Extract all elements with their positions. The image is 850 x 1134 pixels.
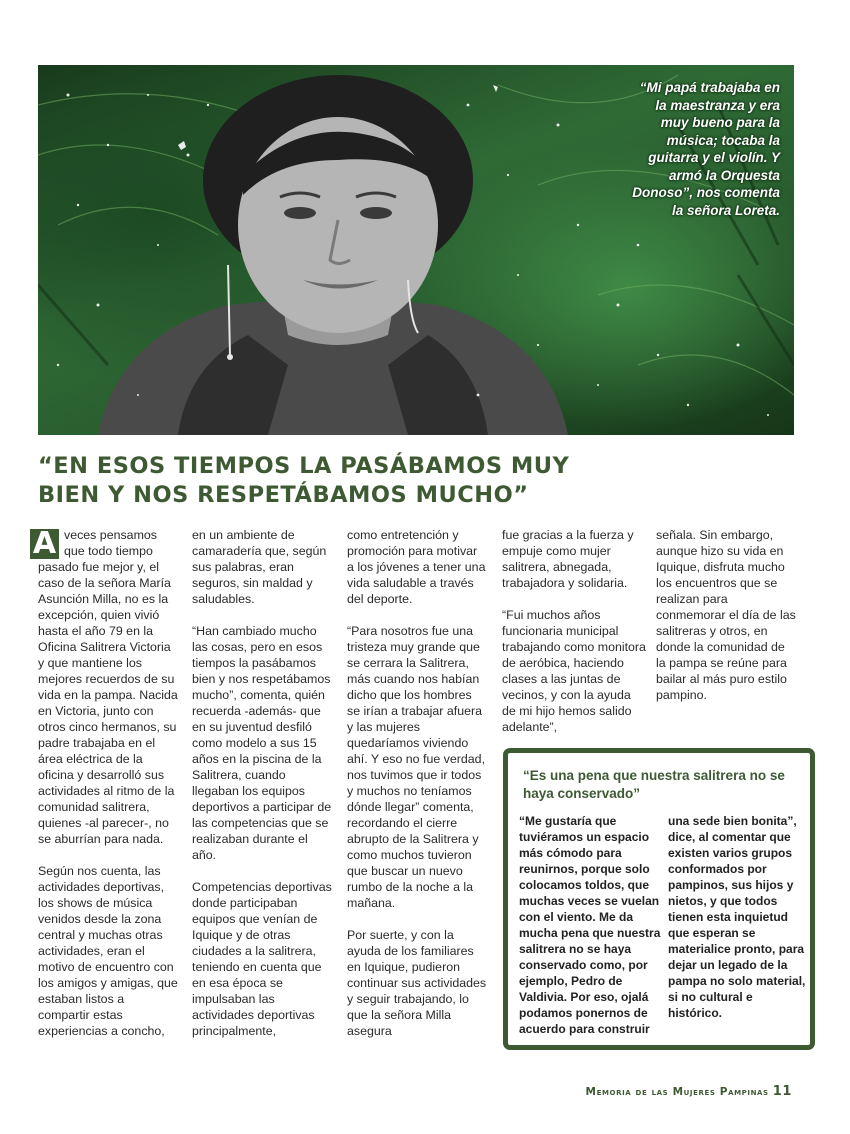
sidebar-box-text-1: “Me gustaría que tuviéramos un espacio más cómodo para reunirnos, porque solo colocamos toldos, que muchas veces se vuelan con el viento. Me da mucha pena que nuestra salitrera no se haya conservado como, por ejemplo, Pedro de Valdivia. Por eso, ojalá podamos ponernos de acuerdo para construir: [519, 814, 661, 1036]
article-paragraph: señala. Sin embargo, aunque hizo su vida en Iquique, disfruta mucho los encuentros que se realizan para conmemorar el día de las salitreras y otros, en donde la comunidad de la pampa se reúne para bailar al más puro estilo pampino.: [656, 528, 796, 702]
publication-name: Memoria de las Mujeres Pampinas: [585, 1086, 769, 1098]
article-text: veces pensamos que todo tiempo pasado fue mejor y, el caso de la señora María Asunción Milla, no es la excepción, quien vivió hasta el año 79 en la Oficina Salitrera Victoria y que mantiene los mejores recuerdos de su vida en la pampa. Nacida en Victoria, junto con otros cinco hermanos, su padre trabajaba en el área eléctrica de la oficina y desarrolló sus actividades al ritmo de la comunidad salitrera, quienes -al parecer-, no se aburrían para nada.: [38, 528, 178, 846]
sidebar-box-text-2: una sede bien bonita”, dice, al comentar que existen varios grupos conformados por pampinos, sus hijos y nietos, y que todos tienen esta inquietud que esperan se materialice pronto, para dejar un legado de la pampa no solo material, si no cultural e histórico.: [668, 814, 806, 1020]
article-paragraph: “Fui muchos años funcionaria municipal trabajando como monitora de aeróbica, haciendo clases a las juntas de vecinos, y con la ayuda de mi hijo hemos salido adelante”,: [502, 608, 646, 734]
headline: “EN ESOS TIEMPOS LA PASÁBAMOS MUY BIEN Y NOS RESPETÁBAMOS MUCHO”: [38, 453, 570, 508]
sidebar-quote-box: [503, 748, 815, 1050]
article-column-5: [656, 527, 796, 719]
article-paragraph: como entretención y promoción para motivar a los jóvenes a tener una vida saludable a través del deporte.: [347, 528, 486, 606]
drop-cap: A: [30, 529, 59, 559]
page-number: 11: [772, 1084, 792, 1099]
article-paragraph: Según nos cuenta, las actividades deportivas, los shows de música venidos desde la zona central y muchas otras actividades, eran el motivo de encuentro con los amigos y amigas, que estaban listos a compartir estas experiencias a concho,: [38, 864, 178, 1038]
photo-quote: “Mi papá trabajaba en la maestranza y era muy bueno para la música; tocaba la guitarra y el violín. Y armó la Orquesta Donoso”, nos comenta la señora Loreta.: [632, 80, 780, 218]
sidebar-box-title: “Es una pena que nuestra salitrera no se haya conservado”: [523, 768, 785, 801]
portrait-photo: [38, 65, 794, 435]
article-column-1: [32, 526, 178, 1055]
article-paragraph: Por suerte, y con la ayuda de los familiares en Iquique, pudieron continuar sus actividades y seguir trabajando, lo que la señora Milla asegura: [347, 928, 487, 1038]
article-paragraph: “Para nosotros fue una tristeza muy grande que se cerrara la Salitrera, más cuando nos habían dicho que los hombres se irían a trabajar afuera y las mujeres quedaríamos viviendo ahí. Y eso no fue verdad, nos tuvimos que ir todos y muchos no teníamos dónde llegar” comenta, recordando el cierre abrupto de la Salitrera y como muchos tuvieron que buscar un nuevo rumbo de la noche a la mañana.: [347, 624, 486, 910]
article-paragraph: Competencias deportivas donde participaban equipos que venían de Iquique y de otras ciudades a la salitrera, teniendo en cuenta que en esa época se impulsaban las actividades deportivas principalmente,: [192, 880, 332, 1038]
article-column-4: [502, 527, 648, 751]
article-paragraph: fue gracias a la fuerza y empuje como mujer salitrera, abnegada, trabajadora y solidaria.: [502, 528, 634, 590]
article-column-3: [347, 527, 487, 1055]
page-footer: [586, 1084, 792, 1099]
article-paragraph: [32, 526, 178, 847]
article-column-2: [192, 527, 332, 1055]
article-paragraph: “Han cambiado mucho las cosas, pero en esos tiempos la pasábamos bien y nos respetábamos mucho”, comenta, quién recuerda -además- que en su juventud desfiló como modelo a sus 15 años en la piscina de la Salitrera, cuando llegaban los equipos deportivos a participar de las competencias que se realizaban durante el año.: [192, 624, 332, 862]
article-paragraph: en un ambiente de camaradería que, según sus palabras, eran seguros, sin maldad y saludables.: [192, 528, 327, 606]
